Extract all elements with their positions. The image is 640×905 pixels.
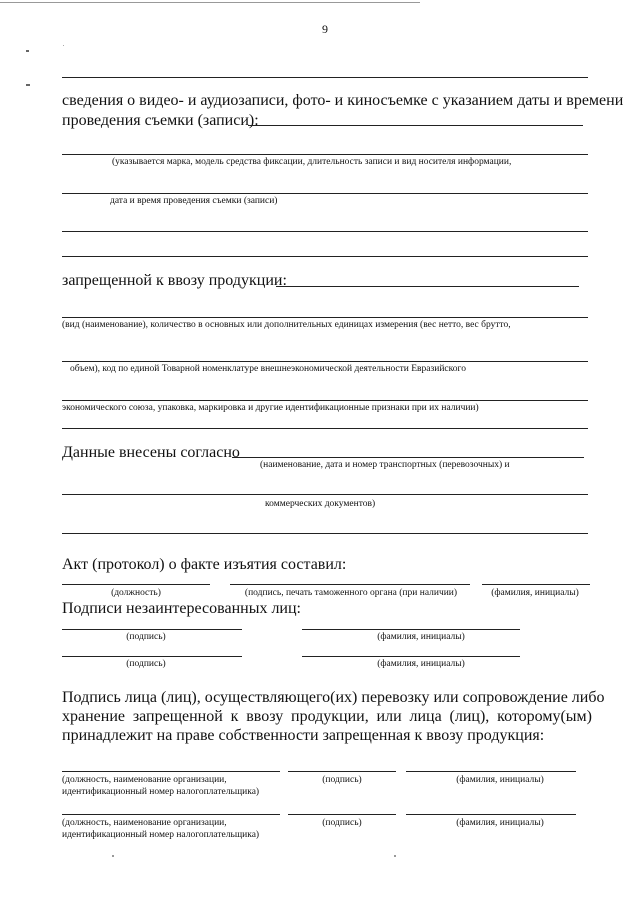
officer-signature-hint: (подпись, печать таможенного органа (при наличии)	[244, 588, 458, 598]
carrier-text-line-3: принадлежит на праве собственности запрещенная к ввозу продукция:	[62, 727, 545, 744]
transport-documents-field[interactable]	[62, 533, 588, 534]
witnesses-label: Подписи незаинтересованных лиц:	[62, 600, 301, 617]
data-entered-label: Данные внесены согласно	[62, 444, 240, 461]
prohibited-products-hint-2: объем), код по единой Товарной номенклатуре внешнеэкономической деятельности Евразийского	[70, 364, 466, 374]
witness-2-signature-field[interactable]	[62, 656, 242, 657]
carrier-1-signature-hint: (подпись)	[322, 775, 362, 785]
officer-position-hint: (должность)	[111, 588, 161, 598]
prohibited-products-field[interactable]	[62, 361, 588, 362]
witness-1-signature-field[interactable]	[62, 629, 242, 630]
carrier-1-name-field[interactable]	[406, 771, 576, 772]
witness-1-signature-hint: (подпись)	[126, 632, 166, 642]
transport-documents-field[interactable]	[232, 457, 584, 458]
prohibited-products-field[interactable]	[62, 428, 588, 429]
carrier-1-position-field[interactable]	[62, 771, 280, 772]
officer-position-field[interactable]	[62, 584, 210, 585]
carrier-1-position-hint-1: (должность, наименование организации,	[62, 775, 227, 785]
prohibited-products-field[interactable]	[62, 400, 588, 401]
officer-name-hint: (фамилия, инициалы)	[491, 588, 579, 598]
data-entered-hint-2: коммерческих документов)	[265, 499, 376, 509]
blank-line	[62, 77, 588, 78]
act-compiled-label: Акт (протокол) о факте изъятия составил:	[62, 556, 347, 573]
carrier-1-position-hint-2: идентификационный номер налогоплательщика)	[62, 787, 260, 797]
scan-speck	[26, 50, 29, 52]
carrier-2-name-hint: (фамилия, инициалы)	[456, 818, 544, 828]
witness-2-name-field[interactable]	[302, 656, 520, 657]
video-record-hint-2: дата и время проведения съемки (записи)	[110, 196, 278, 206]
data-entered-hint-1: (наименование, дата и номер транспортных (перевозочных) и	[260, 460, 510, 470]
scan-edge-line	[0, 2, 420, 3]
witness-2-name-hint: (фамилия, инициалы)	[377, 659, 465, 669]
witness-2-signature-hint: (подпись)	[126, 659, 166, 669]
prohibited-products-label: запрещенной к ввозу продукции:	[62, 272, 287, 289]
carrier-2-position-hint-1: (должность, наименование организации,	[62, 818, 227, 828]
prohibited-products-hint-3: экономического союза, упаковка, маркировка и другие идентификационные признаки при их наличии)	[62, 403, 479, 413]
carrier-1-name-hint: (фамилия, инициалы)	[456, 775, 544, 785]
prohibited-products-hint-1: (вид (наименование), количество в основных или дополнительных единицах измерения (вес нетто, вес брутто,	[62, 320, 511, 330]
carrier-2-signature-hint: (подпись)	[322, 818, 362, 828]
scan-speck	[26, 84, 30, 86]
video-record-text-line-2: проведения съемки (записи):	[62, 112, 259, 129]
witness-1-name-field[interactable]	[302, 629, 520, 630]
page-number: 9	[322, 22, 328, 36]
scan-speck	[112, 855, 114, 857]
carrier-2-position-field[interactable]	[62, 814, 280, 815]
carrier-2-name-field[interactable]	[406, 814, 576, 815]
carrier-2-position-hint-2: идентификационный номер налогоплательщика)	[62, 830, 260, 840]
prohibited-products-field[interactable]	[62, 317, 588, 318]
scan-speck	[63, 45, 64, 46]
carrier-text-line-2: хранение запрещенной к ввозу продукции, или лица (лиц), которому(ым)	[62, 708, 592, 725]
video-record-hint-1: (указывается марка, модель средства фиксации, длительность записи и вид носителя информации,	[112, 157, 512, 167]
officer-name-field[interactable]	[482, 584, 590, 585]
video-record-field[interactable]	[62, 231, 588, 232]
officer-signature-field[interactable]	[230, 584, 470, 585]
carrier-2-signature-field[interactable]	[288, 814, 396, 815]
witness-1-name-hint: (фамилия, инициалы)	[377, 632, 465, 642]
video-record-field[interactable]	[62, 154, 588, 155]
scan-speck	[394, 855, 396, 857]
video-record-text-line-1: сведения о видео- и аудиозаписи, фото- и киносъемке с указанием даты и времени	[62, 92, 624, 109]
carrier-1-signature-field[interactable]	[288, 771, 396, 772]
transport-documents-field[interactable]	[62, 494, 588, 495]
carrier-text-line-1: Подпись лица (лиц), осуществляющего(их) перевозку или сопровождение либо	[62, 689, 605, 706]
video-record-field[interactable]	[62, 193, 588, 194]
video-record-field[interactable]	[248, 125, 583, 126]
video-record-field[interactable]	[62, 256, 588, 257]
prohibited-products-field[interactable]	[276, 286, 579, 287]
